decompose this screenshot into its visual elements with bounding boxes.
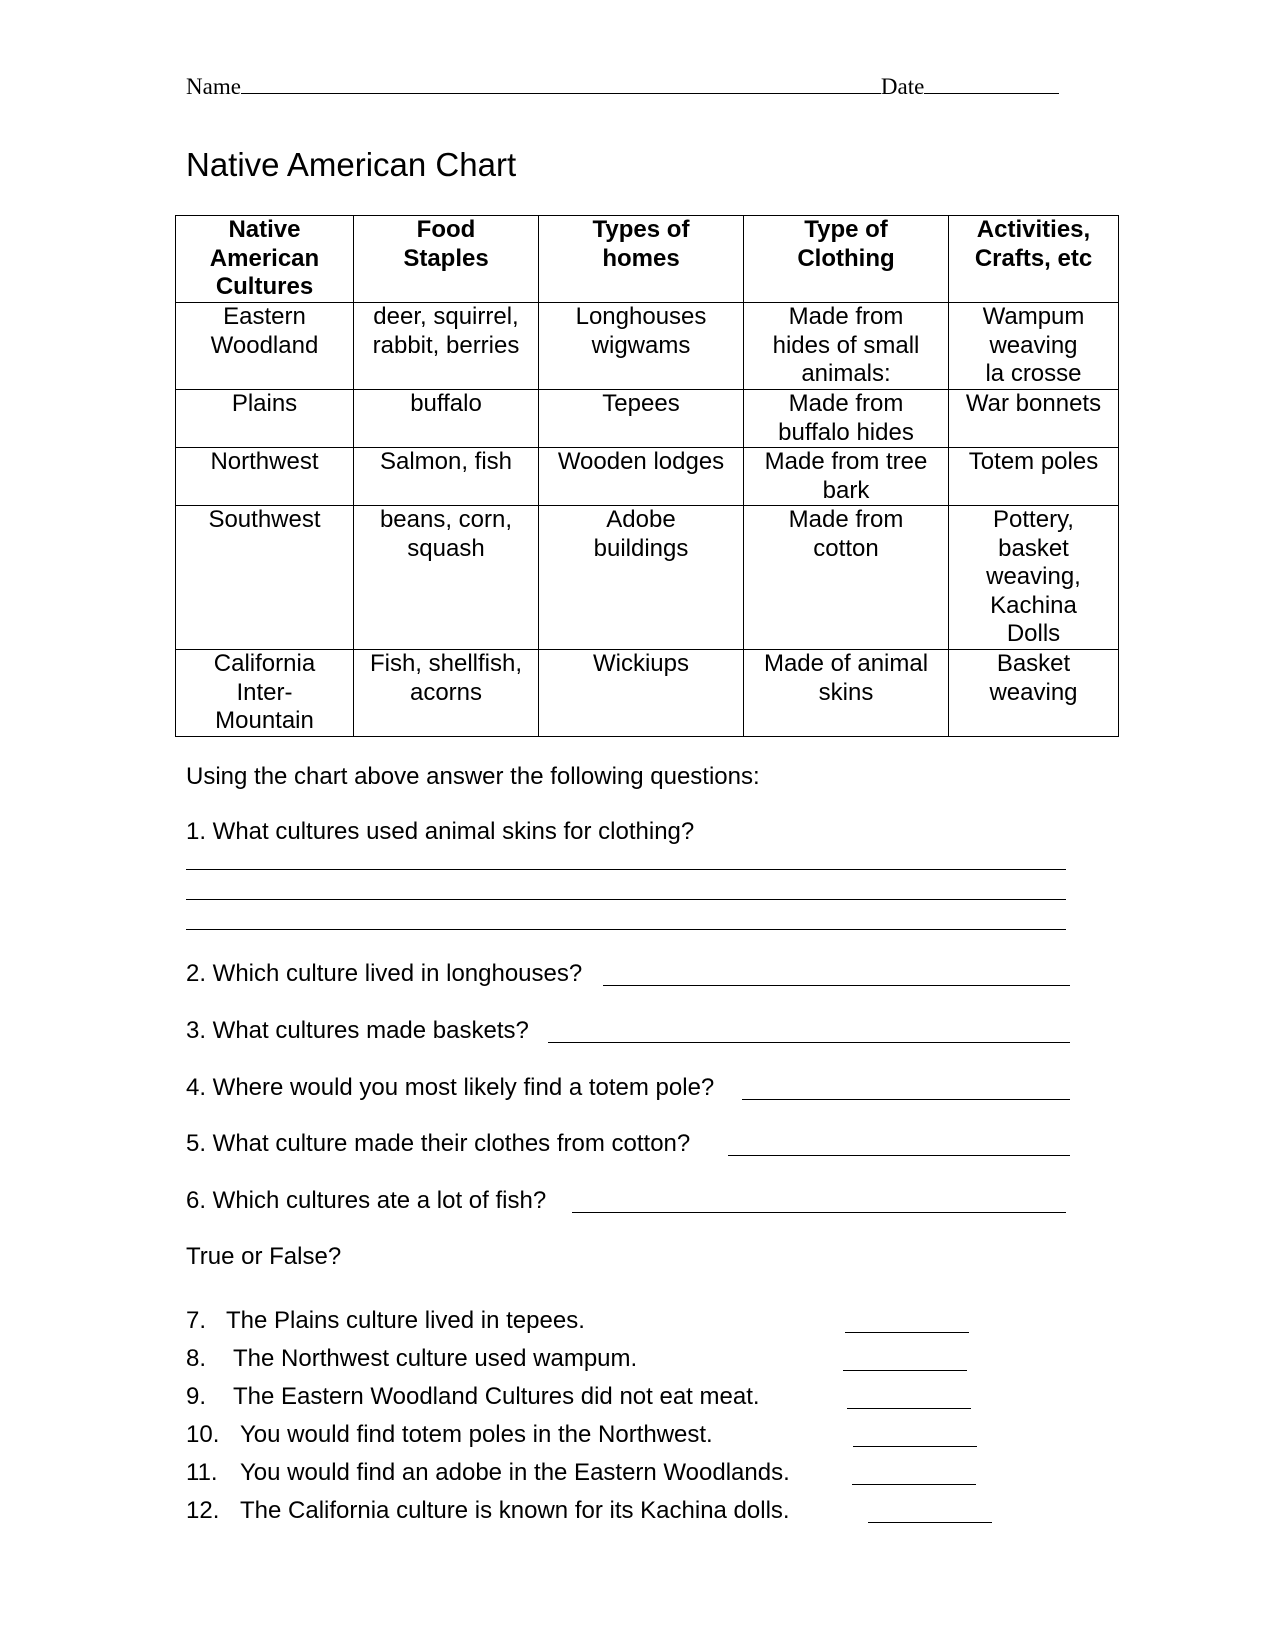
table-row [176,390,1119,448]
answer-line-6[interactable] [572,1212,1066,1213]
cell-activities: Wampum weaving la crosse [949,303,1119,390]
tf-answer-12[interactable] [868,1522,992,1523]
tf-number: 7. [186,1307,207,1334]
cell-activities: Pottery, basket weaving, Kachina Dolls [949,506,1119,650]
tf-answer-7[interactable] [845,1332,969,1333]
cell-homes: Tepees [539,390,744,448]
cell-clothing: Made from hides of small animals: [744,303,949,390]
tf-statement: The Plains culture lived in tepees. [226,1307,585,1334]
cell-clothing: Made from tree bark [744,448,949,506]
cell-activities: Totem poles [949,448,1119,506]
tf-statement: You would find an adobe in the Eastern Woodlands. [240,1459,790,1486]
tf-statement: The Eastern Woodland Cultures did not eat meat. [233,1383,760,1410]
cell-culture: Northwest [176,448,354,506]
tf-answer-11[interactable] [852,1484,976,1485]
cell-food: Fish, shellfish, acorns [354,650,539,737]
native-american-chart [175,215,1119,737]
date-field[interactable] [924,92,1059,94]
cell-homes: Wooden lodges [539,448,744,506]
cell-culture: Southwest [176,506,354,650]
question-1: 1. What cultures used animal skins for clothing? [186,818,695,845]
answer-line-3[interactable] [548,1042,1070,1043]
question-5: 5. What culture made their clothes from cotton? [186,1130,691,1157]
cell-food: deer, squirrel, rabbit, berries [354,303,539,390]
tf-statement: You would find totem poles in the Northwest. [240,1421,713,1448]
header-activities: Activities, Crafts, etc [949,216,1119,303]
answer-line-4[interactable] [742,1099,1070,1100]
chart-header-row [176,216,1119,303]
question-6: 6. Which cultures ate a lot of fish? [186,1187,547,1214]
cell-clothing: Made of animal skins [744,650,949,737]
question-2: 2. Which culture lived in longhouses? [186,960,583,987]
tf-statement: The Northwest culture used wampum. [233,1345,638,1372]
tf-number: 12. [186,1497,220,1524]
tf-answer-10[interactable] [853,1446,977,1447]
cell-culture: California Inter- Mountain [176,650,354,737]
cell-clothing: Made from cotton [744,506,949,650]
cell-activities: Basket weaving [949,650,1119,737]
true-false-heading: True or False? [186,1243,342,1270]
tf-statement: The California culture is known for its Kachina dolls. [240,1497,790,1524]
table-row [176,506,1119,650]
tf-number: 8. [186,1345,207,1372]
header-homes: Types of homes [539,216,744,303]
table-row [176,303,1119,390]
cell-clothing: Made from buffalo hides [744,390,949,448]
cell-activities: War bonnets [949,390,1119,448]
question-3: 3. What cultures made baskets? [186,1017,529,1044]
answer-line-5[interactable] [728,1155,1070,1156]
date-label: Date [880,74,925,99]
cell-culture: Plains [176,390,354,448]
name-date-header [186,74,1059,100]
tf-number: 10. [186,1421,220,1448]
tf-answer-8[interactable] [843,1370,967,1371]
cell-homes: Longhouses wigwams [539,303,744,390]
header-food-staples: Food Staples [354,216,539,303]
answer-line-1b[interactable] [186,899,1066,900]
cell-food: buffalo [354,390,539,448]
cell-homes: Adobe buildings [539,506,744,650]
name-field[interactable] [241,92,881,94]
tf-answer-9[interactable] [847,1408,971,1409]
name-label: Name [186,74,241,99]
table-row [176,650,1119,737]
cell-food: Salmon, fish [354,448,539,506]
header-clothing: Type of Clothing [744,216,949,303]
cell-food: beans, corn, squash [354,506,539,650]
question-4: 4. Where would you most likely find a totem pole? [186,1074,715,1101]
cell-culture: Eastern Woodland [176,303,354,390]
answer-line-2[interactable] [603,985,1070,986]
tf-number: 11. [186,1459,218,1486]
page-title: Native American Chart [186,146,517,183]
tf-number: 9. [186,1383,207,1410]
header-cultures: Native American Cultures [176,216,354,303]
cell-homes: Wickiups [539,650,744,737]
answer-line-1a[interactable] [186,869,1066,870]
table-row [176,448,1119,506]
instructions: Using the chart above answer the following questions: [186,763,760,790]
answer-line-1c[interactable] [186,929,1066,930]
